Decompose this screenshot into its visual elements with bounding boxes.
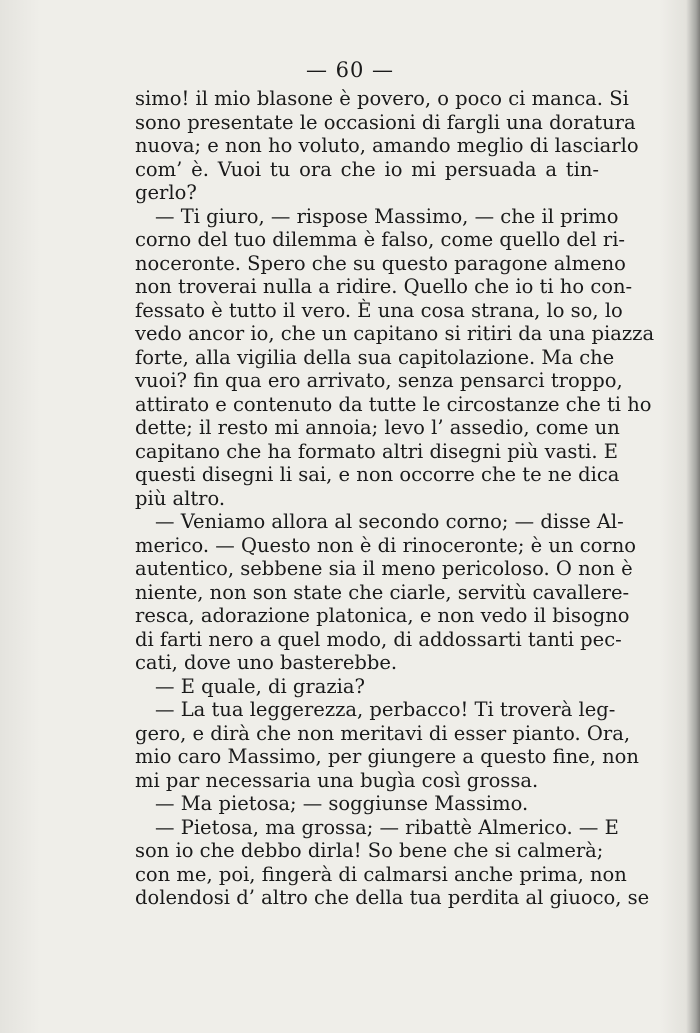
text-line: sono presentate le occasioni di fargli una doratura bbox=[135, 110, 636, 134]
page-edge-shadow bbox=[686, 0, 700, 1033]
text-line: attirato e contenuto da tutte le circostanze che ti ho bbox=[135, 392, 652, 416]
text-line: più altro. bbox=[135, 486, 226, 510]
text-line: resca, adorazione platonica, e non vedo il bisogno bbox=[135, 604, 630, 627]
text-line: gerlo? bbox=[135, 181, 197, 204]
text-line: — La tua leggerezza, perbacco! Ti troverà leg- bbox=[155, 698, 616, 721]
text-line: son io che debbo dirla! So bene che si calmerà; bbox=[135, 839, 604, 862]
text-line: fessato è tutto il vero. È una cosa strana, lo so, lo bbox=[135, 298, 623, 322]
page-number: — 60 — bbox=[305, 58, 395, 82]
text-line: noceronte. Spero che su questo paragone almeno bbox=[135, 251, 626, 275]
text-line: com’ è. Vuoi tu ora che io mi persuada a tin- bbox=[135, 157, 599, 181]
text-line: mi par necessaria una bugìa così grossa. bbox=[135, 768, 539, 792]
text-line: dolendosi d’ altro che della tua perdita al giuoco, se bbox=[135, 886, 650, 909]
body-text bbox=[135, 87, 655, 910]
text-line: vuoi? fin qua ero arrivato, senza pensarci troppo, bbox=[135, 369, 623, 392]
text-line: mio caro Massimo, per giungere a questo fine, non bbox=[135, 745, 639, 768]
text-line: simo! il mio blasone è povero, o poco ci manca. Si bbox=[135, 87, 629, 110]
text-line: di farti nero a quel modo, di addossarti tanti pec- bbox=[135, 627, 622, 651]
text-line: corno del tuo dilemma è falso, come quello del ri- bbox=[135, 228, 626, 251]
text-line: capitano che ha formato altri disegni più vasti. E bbox=[135, 439, 619, 463]
text-line: — Ma pietosa; — soggiunse Massimo. bbox=[155, 792, 529, 815]
text-line: non troverai nulla a ridire. Quello che io ti ho con- bbox=[135, 275, 633, 298]
text-line: — Pietosa, ma grossa; — ribattè Almerico. — E bbox=[155, 815, 619, 839]
text-line: dette; il resto mi annoia; levo l’ assedio, come un bbox=[135, 416, 620, 439]
text-line: niente, non son state che ciarle, servitù cavallere- bbox=[135, 580, 630, 604]
text-line: nuova; e non ho voluto, amando meglio di lasciarlo bbox=[135, 134, 639, 157]
text-line: — Veniamo allora al secondo corno; — disse Al- bbox=[155, 510, 624, 533]
text-line: questi disegni li sai, e non occorre che te ne dica bbox=[135, 463, 620, 486]
text-line: con me, poi, fingerà di calmarsi anche prima, non bbox=[135, 862, 627, 886]
text-line: gero, e dirà che non meritavi di esser pianto. Ora, bbox=[135, 721, 631, 745]
text-line: vedo ancor io, che un capitano si ritiri da una piazza bbox=[135, 322, 655, 345]
text-line: — E quale, di grazia? bbox=[155, 674, 365, 698]
text-line: forte, alla vigilia della sua capitolazione. Ma che bbox=[135, 345, 615, 369]
text-line: cati, dove uno basterebbe. bbox=[135, 651, 398, 674]
text-line: — Ti giuro, — rispose Massimo, — che il primo bbox=[155, 204, 619, 228]
text-line: autentico, sebbene sia il meno pericoloso. O non è bbox=[135, 557, 633, 580]
text-line: merico. — Questo non è di rinoceronte; è un corno bbox=[135, 533, 637, 557]
